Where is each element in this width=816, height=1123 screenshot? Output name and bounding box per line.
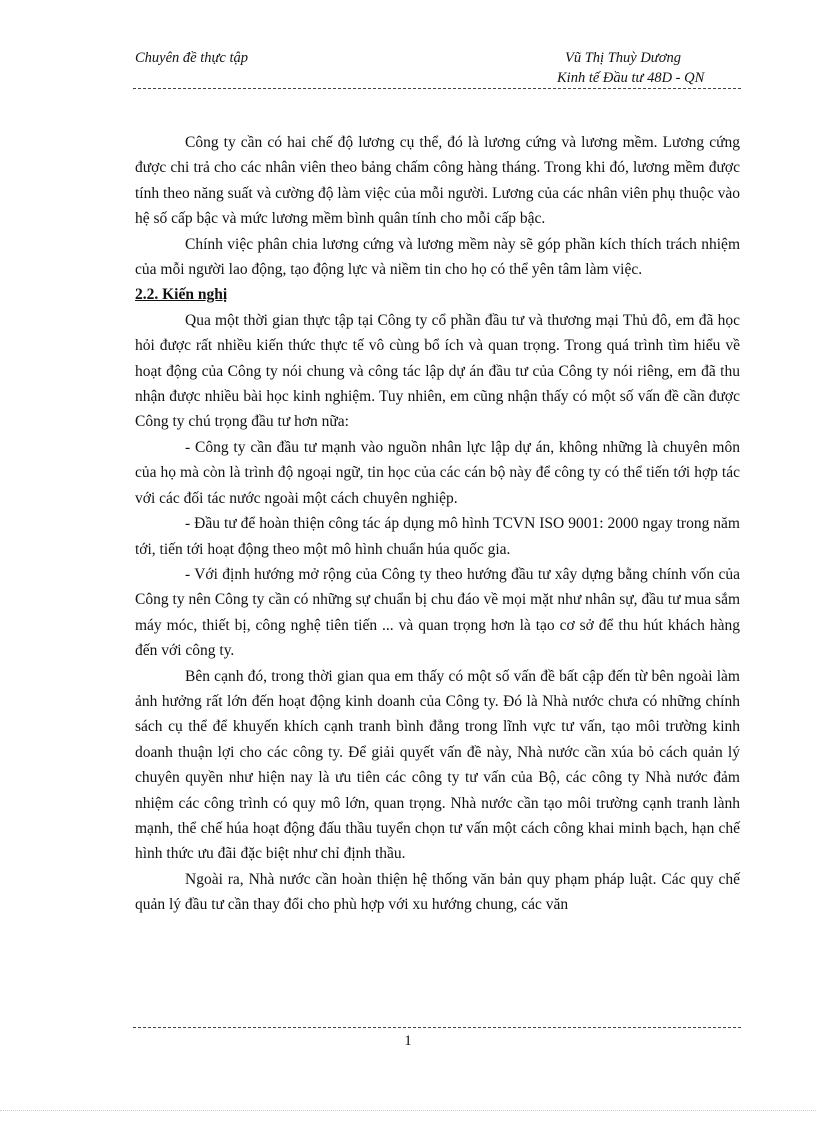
paragraph: Bên cạnh đó, trong thời gian qua em thấy có một số vấn đề bất cập đến từ bên ngoài làm ảnh hưởng rất lớn đến hoạt động kinh doanh của Công ty. Đó là Nhà nước chưa có những chính sách cụ thể để khuyến khích cạnh tranh bình đẳng trong lĩnh vực tư vấn, tạo môi trường kinh doanh thuận lợi cho các công ty. Để giải quyết vấn đề này, Nhà nước cần xúa bỏ cách quản lý chuyên quyền như hiện nay là ưu tiên các công ty tư vấn của Bộ, các công ty Nhà nước đảm nhiệm các công trình có quy mô lớn, quan trọng. Nhà nước cần tạo môi trường cạnh tranh lành mạnh, thể chế húa hoạt động đấu thầu tuyển chọn tư vấn một cách công khai minh bạch, hạn chế hình thức ưu đãi đặc biệt như chỉ định thầu. [135, 667, 740, 863]
header-class: Kinh tế Đầu tư 48D - QN [557, 70, 705, 86]
header-left-title: Chuyên đề thực tập [135, 50, 249, 66]
bullet-paragraph: - Đầu tư để hoàn thiện công tác áp dụng mô hình TCVN ISO 9001: 2000 ngay trong năm tới, tiến tới hoạt động theo một mô hình chuẩn húa quốc gia. [135, 515, 740, 558]
page-bottom-edge [0, 1110, 816, 1111]
bullet-paragraph: - Với định hướng mở rộng của Công ty theo hướng đầu tư xây dựng bằng chính vốn của Công ty nên Công ty cần có những sự chuẩn bị chu đáo về mọi mặt như nhân sự, đầu tư mua sắm máy móc, thiết bị, công nghệ tiên tiến ... và quan trọng hơn là tạo cơ sở để thu hút khách hàng đến với công ty. [135, 565, 740, 660]
paragraph: Chính việc phân chia lương cứng và lương mềm này sẽ góp phần kích thích trách nhiệm của mỗi người lao động, tạo động lực và niềm tin cho họ có thể yên tâm làm việc. [135, 235, 740, 279]
header-author: Vũ Thị Thuỳ Dương [565, 50, 681, 66]
header-right-block [557, 48, 740, 88]
paragraph: Công ty cần có hai chế độ lương cụ thể, đó là lương cứng và lương mềm. Lương cứng được chi trả cho các nhân viên theo bảng chấm công hàng tháng. Trong khi đó, lương mềm được tính theo năng suất và cường độ làm việc của mỗi người. Lương của các nhân viên phụ thuộc vào hệ số cấp bậc và mức lương mềm bình quân tính cho mỗi cấp bậc. [135, 134, 740, 228]
paragraph: Qua một thời gian thực tập tại Công ty cổ phần đầu tư và thương mại Thủ đô, em đã học hỏi được rất nhiều kiến thức thực tế vô cùng bổ ích và quan trọng. Trong quá trình tìm hiểu về hoạt động của Công ty nói chung và công tác lập dự án đầu tư của Công ty nói riêng, em đã thu nhận được nhiều bài học kinh nghiệm. Tuy nhiên, em cũng nhận thấy có một số vấn đề cần được Công ty chú trọng đầu tư hơn nữa: [135, 311, 740, 431]
page-number: 1 [404, 1033, 412, 1049]
document-body [135, 130, 740, 918]
bullet-paragraph: - Công ty cần đầu tư mạnh vào nguồn nhân lực lập dự án, không những là chuyên môn của họ mà còn là trình độ ngoại ngữ, tin học của các cán bộ này để công ty có thể tiến tới hợp tác với các đối tác nước ngoài một cách chuyên nghiệp. [135, 438, 740, 507]
header-divider [133, 88, 741, 89]
section-heading: 2.2. Kiến nghị [135, 286, 228, 304]
footer-divider [133, 1027, 741, 1028]
paragraph: Ngoài ra, Nhà nước cần hoàn thiện hệ thống văn bản quy phạm pháp luật. Các quy chế quản lý đầu tư cần thay đổi cho phù hợp với xu hướng chung, các văn [135, 870, 740, 914]
